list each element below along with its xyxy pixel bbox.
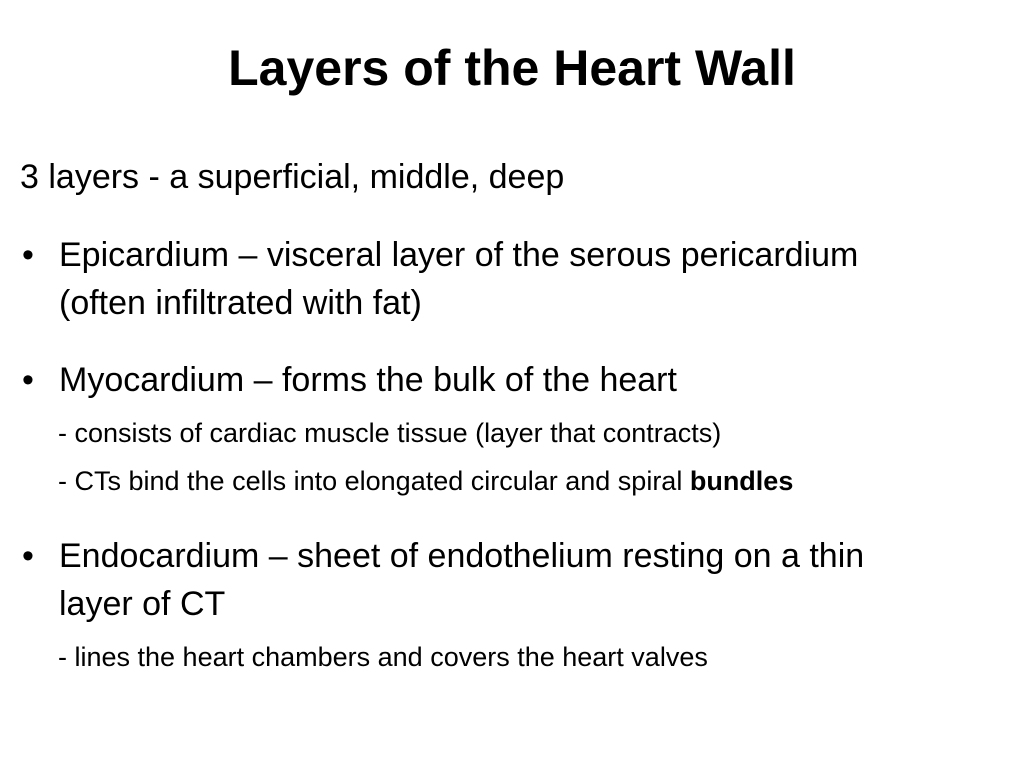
- bullet-text: [59, 231, 858, 327]
- intro-text: 3 layers - a superficial, middle, deep: [20, 158, 565, 196]
- subpoint-bold-text: bundles: [689, 466, 794, 496]
- bullet-line: Epicardium – visceral layer of the serous pericardium: [59, 236, 859, 274]
- subpoint-ct-bundles: [58, 463, 793, 499]
- bullet-marker: •: [22, 361, 34, 399]
- bullet-marker: •: [22, 537, 34, 575]
- bullet-marker: •: [22, 236, 34, 274]
- bullet-line: layer of CT: [59, 585, 226, 623]
- subpoint-text: - CTs bind the cells into elongated circular and spiral: [58, 466, 690, 496]
- bullet-line: Endocardium – sheet of endothelium resting on a thin: [59, 537, 865, 575]
- slide-title: Layers of the Heart Wall: [228, 40, 796, 96]
- bullet-line: (often infiltrated with fat): [59, 284, 422, 322]
- bullet-text: [59, 532, 864, 628]
- subpoint-cardiac-muscle: - consists of cardiac muscle tissue (layer that contracts): [58, 418, 722, 448]
- bullet-line: Myocardium – forms the bulk of the heart: [59, 361, 677, 399]
- subpoint-heart-chambers: - lines the heart chambers and covers the heart valves: [58, 642, 708, 672]
- bullet-text: [59, 356, 677, 404]
